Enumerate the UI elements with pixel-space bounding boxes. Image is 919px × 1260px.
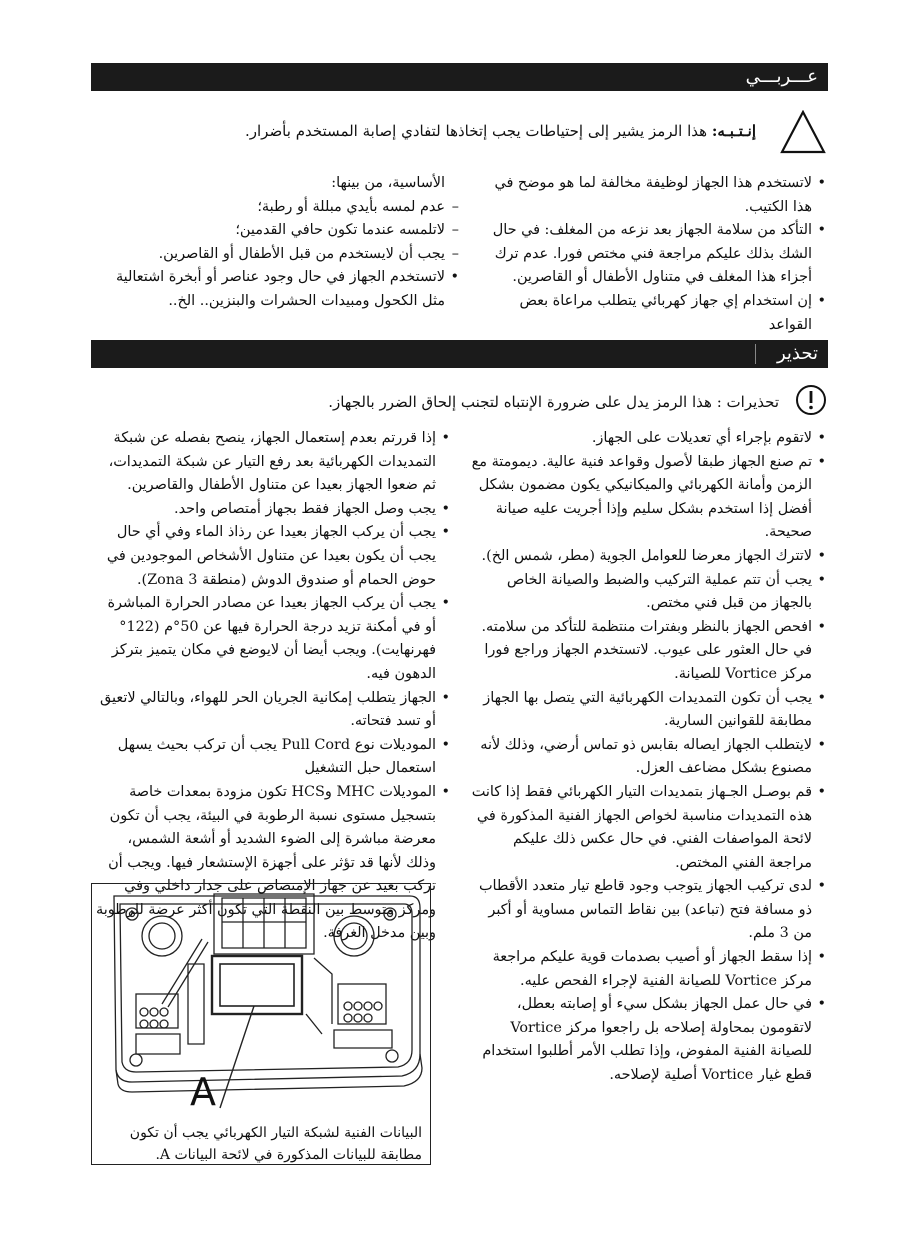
section2-right-column xyxy=(470,427,828,1088)
paragraph-line: الأساسية، من بينها: xyxy=(331,175,445,191)
bullet-item: • قم بوصـل الجـهاز بتمديدات التيار الكهربائي فقط إذا كانت هذه التمديدات مناسبة لخواص الجهاز الفنية المذكورة في لائحة المواصفات الفني. في حال عكس ذلك عليكم مراجعة الفني المختص. xyxy=(470,781,812,875)
section-header-warning xyxy=(91,340,828,368)
section1-left-column xyxy=(95,172,445,314)
section-header-arabic xyxy=(91,63,828,91)
bullet-item: • إذا قررتم بعدم إستعمال الجهاز، ينصح بفصله عن شبكة التمديدات الكهربائية بعد رفع التيار عن شبكة التمديدات، ثم ضعوا الجهاز بعيدا عن متناول الأطفال والقاصرين. xyxy=(95,427,436,498)
bullet-item: • يجب أن يركب الجهاز بعيدا عن رذاذ الماء وفي أي حال يجب أن يكون بعيدا عن متناول الأشخاص الموجودين في حوض الحمام أو صندوق الدوش (منطقة 3 Zona). xyxy=(95,521,436,592)
section1-right-column xyxy=(490,172,828,337)
caution-note xyxy=(156,121,756,141)
header-separator xyxy=(755,344,756,364)
bullet-item: • لاتستخدم هذا الجهاز لوظيفة مخالفة لما هو موضح في هذا الكتيب. xyxy=(490,172,812,219)
bullet-item: • إن استخدام إي جهاز كهربائي يتطلب مراعاة بعض القواعد xyxy=(490,290,812,337)
bullet-item: • تم صنع الجهاز طبقا لأصول وقواعد فنية عالية. ديمومتة مع الزمن وأمانة الكهربائي والميكانيكي يكون مضمون بشكل أفضل إذا استخدم بشكل سليم وإذا أجريت عليه صيانة صحيحة. xyxy=(470,451,812,545)
bullet-item: • لدى تركيب الجهاز يتوجب وجود قاطع تيار متعدد الأقطاب ذو مسافة فتح (تباعد) بين نقاط التماس مساوية أو أكبر من 3 ملم. xyxy=(470,875,812,946)
figure-caption: البيانات الفنية لشبكة التيار الكهربائي يجب أن تكون مطابقة للبيانات المذكورة في لائحة البيانات A. xyxy=(129,1125,422,1163)
bullet-item: • لاتقوم بإجراء أي تعديلات على الجهاز. xyxy=(470,427,812,451)
section-title: عـــربـــي xyxy=(745,66,818,87)
section-title: تحذير xyxy=(776,343,818,364)
bullet-item: • يجب أن يركب الجهاز بعيدا عن مصادر الحرارة المباشرة أو في أمكنة تزيد درجة الحرارة فيها عن 50°م (122° فهرنهايت). ويجب أيضا أن لايوضع في مكان يتميز بتركز الدهون فيه. xyxy=(95,592,436,686)
warning-label: تحذيرات : xyxy=(716,393,779,411)
warning-text: هذا الرمز يدل على ضرورة الإنتباه لتجنب إلحاق الضرر بالجهاز. xyxy=(328,393,712,411)
dash-item: – عدم لمسه بأيدي مبللة أو رطبة؛ xyxy=(95,196,445,220)
bullet-item: • يجب أن تكون التمديدات الكهربائية التي يتصل بها الجهاز مطابقة للقوانين السارية. xyxy=(470,687,812,734)
dash-item: – لاتلمسه عندما تكون حافي القدمين؛ xyxy=(95,219,445,243)
bullet-item: • الموديلات MHC وHCS تكون مزودة بمعدات خاصة بتسجيل مستوى نسبة الرطوبة في البيئة، يجب أن تكون معرضة مباشرة إلى الضوء الشديد أو أشعة الشمس، وذلك لأنها قد تؤثر على أجهزة الإستشعار فيها. ويجب أن تركب بعيد عن جهاز الإمتصاص على جدار داخلي وفي ومركز متوسط بين النقطة التي تكون أكثر عرضة للرطوبة وبين مدخل الغرفة. xyxy=(95,781,436,946)
bullet-item: • يجب أن تتم عملية التركيب والضبط والصيانة الخاص بالجهاز من قبل فني مختص. xyxy=(470,569,812,616)
caution-text: هذا الرمز يشير إلى إحتياطات يجب إتخاذها لتفادي إصابة المستخدم بأضرار. xyxy=(244,122,708,140)
dash-item: – يجب أن لايستخدم من قبل الأطفال أو القاصرين. xyxy=(95,243,445,267)
bullet-item: • لايتطلب الجهاز ايصاله بقابس ذو تماس أرضي، وذلك لأنه مصنوع بشكل مضاعف العزل. xyxy=(470,734,812,781)
bullet-item: • التأكد من سلامة الجهاز بعد نزعه من المغلف: في حال الشك بذلك عليكم مراجعة فني مختص فورا. عدم ترك أجزاء هذا المغلف في متناول الأطفال أو القاصرين. xyxy=(490,219,812,290)
bullet-item: • لاتترك الجهاز معرضا للعوامل الجوية (مطر، شمس الخ). xyxy=(470,545,812,569)
caution-triangle-icon xyxy=(780,110,826,154)
warning-exclamation-icon xyxy=(795,384,827,416)
bullet-item: • لاتستخدم الجهاز في حال وجود عناصر أو أبخرة اشتعالية مثل الكحول ومبيدات الحشرات والبنزين.. الخ.. xyxy=(95,266,445,313)
bullet-item: • يجب وصل الجهاز فقط بجهاز أمتصاص واحد. xyxy=(95,498,436,522)
bullet-item: • في حال عمل الجهاز بشكل سيء أو إصابته بعطل، لاتقومون بمحاولة إصلاحه بل راجعوا مركز Vortice للصيانة الفنية المفوض، وإذا تطلب الأمر أطلبوا استخدام قطع غيار Vortice أصلية لإصلاحه. xyxy=(470,993,812,1087)
bullet-item: • الموديلات نوع Pull Cord يجب أن تركب بحيث يسهل استعمال حبل التشغيل xyxy=(95,734,436,781)
caution-label: إنـتـبـه: xyxy=(711,122,756,140)
device-drawing xyxy=(92,884,430,1119)
callout-letter-a: A xyxy=(190,1070,216,1114)
bullet-item: • افحص الجهاز بالنظر وبفترات منتظمة للتأكد من سلامته. في حال العثور على عيوب. لاتستخدم الجهاز وراجع فورا مركز Vortice للصيانة. xyxy=(470,616,812,687)
section2-left-column xyxy=(95,427,452,946)
bullet-item: • إذا سقط الجهاز أو أصيب بصدمات قوية عليكم مراجعة مركز Vortice للصيانة الفنية لإجراء الفحص عليه. xyxy=(470,946,812,993)
bullet-item: • الجهاز يتطلب إمكانية الجريان الحر للهواء، وبالتالي لاتعيق أو تسد فتحاته. xyxy=(95,687,436,734)
warning-note xyxy=(179,392,779,412)
